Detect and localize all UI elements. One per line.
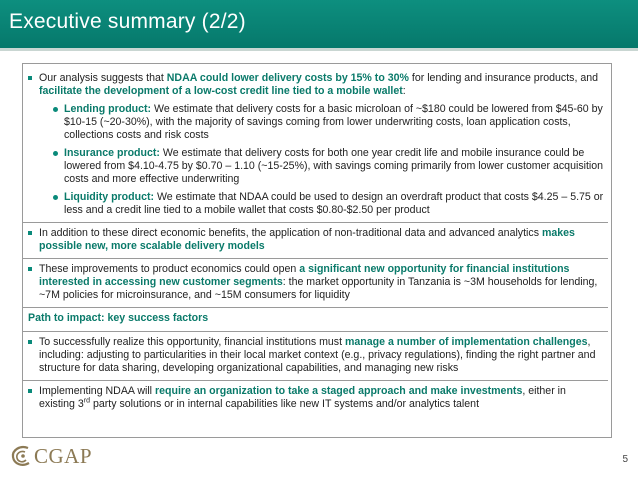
bullet-market-opportunity: These improvements to product economics could open a significant new opportunity for financial institutions interested in accessing new customer segments: the market opportunity in Tanzania is ~3M households for lending, ~7M policies for microinsurance, and ~15M consumers for liquidity [26, 263, 604, 302]
round-bullet-icon [53, 107, 58, 112]
cgap-logo [10, 444, 92, 468]
divider [22, 258, 608, 259]
divider [22, 331, 608, 332]
cgap-emblem-icon [10, 444, 32, 468]
page-number: 5 [622, 454, 628, 465]
square-bullet-icon [28, 267, 32, 271]
bullet-delivery-models: In addition to these direct economic benefits, the application of non-traditional data and advanced analytics makes possible new, more scalable delivery models [26, 227, 604, 253]
round-bullet-icon [53, 151, 58, 156]
divider [22, 380, 608, 381]
sub-bullet-liquidity: Liquidity product: We estimate that NDAA could be used to design an overdraft product that costs $4.25 – 5.75 or less and a credit line tied to a mobile wallet that costs $0.80-$2.50 per product [26, 191, 604, 217]
slide-body [26, 72, 604, 416]
square-bullet-icon [28, 340, 32, 344]
square-bullet-icon [28, 231, 32, 235]
slide-title: Executive summary (2/2) [9, 10, 246, 33]
divider [22, 222, 608, 223]
bullet-main-finding: Our analysis suggests that NDAA could lower delivery costs by 15% to 30% for lending and insurance products, and facilitate the development of a low-cost credit line tied to a mobile wallet: [26, 72, 604, 98]
bullet-staged-approach: Implementing NDAA will require an organization to take a staged approach and make investments, either in existing 3rd party solutions or in internal capabilities like new IT systems and/or analytics talent [26, 385, 604, 411]
round-bullet-icon [53, 195, 58, 200]
sub-bullet-lending: Lending product: We estimate that delivery costs for a basic microloan of ~$180 could be lowered from $45-60 by $10-15 (~20-30%), with the majority of savings coming from lower underwriting costs, loan application costs, collections costs and risk costs [26, 103, 604, 142]
divider [22, 307, 608, 308]
bullet-implementation-challenges: To successfully realize this opportunity, financial institutions must manage a number of implementation challenges, including: adjusting to particularities in their local market context (e.g., privacy regulations), finding the right partner and structure for data sharing, developing organizational capabilities, and managing new risks [26, 336, 604, 375]
title-bar [0, 0, 638, 51]
square-bullet-icon [28, 389, 32, 393]
section-heading: Path to impact: key success factors [28, 312, 209, 324]
square-bullet-icon [28, 76, 32, 80]
sub-bullet-insurance: Insurance product: We estimate that delivery costs for both one year credit life and mobile insurance could be lowered from $4.10-4.75 by $0.70 – 1.10 (~15-25%), with savings coming primarily from lower customer acquisition costs and more effective underwriting [26, 147, 604, 186]
logo-text: CGAP [34, 443, 93, 468]
